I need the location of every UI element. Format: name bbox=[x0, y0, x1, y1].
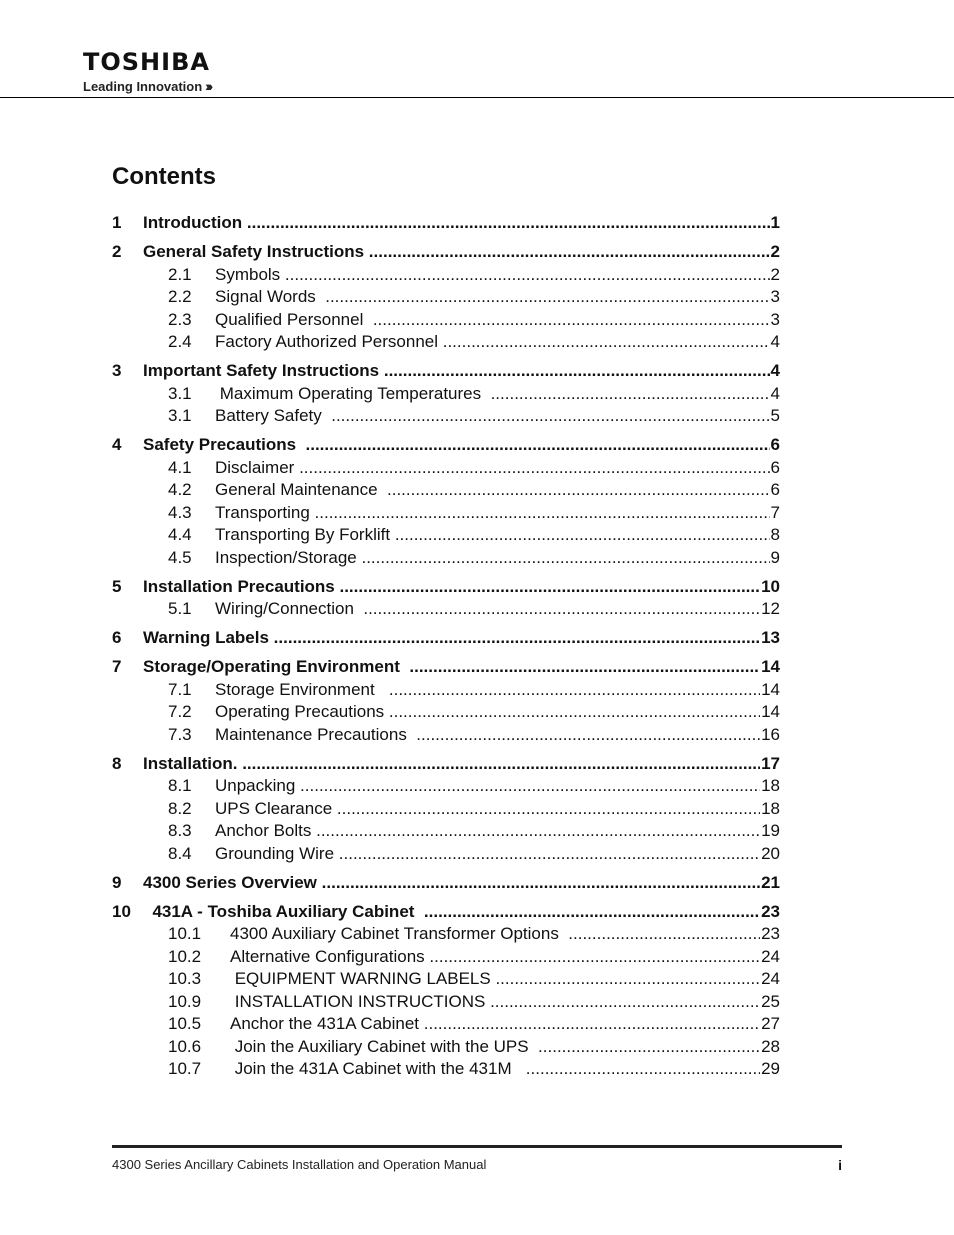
toc-page-number: 2 bbox=[770, 241, 780, 264]
toc-leader bbox=[215, 679, 780, 702]
toc-leader bbox=[215, 843, 780, 866]
toc-subsection[interactable] bbox=[112, 264, 780, 287]
toc-subsection[interactable] bbox=[112, 820, 780, 843]
toc-number: 8.2 bbox=[168, 798, 192, 818]
toc-page-number: 6 bbox=[770, 434, 780, 457]
toc-number: 4.4 bbox=[168, 525, 192, 544]
toc-leader bbox=[215, 798, 780, 821]
toc-subsection[interactable] bbox=[112, 843, 780, 866]
toc-subsection[interactable] bbox=[112, 405, 780, 428]
toc-title: Transporting bbox=[215, 502, 310, 522]
toc-page-number: 20 bbox=[760, 843, 780, 866]
toc-number: 3.1 bbox=[168, 406, 192, 425]
toc-title: Battery Safety bbox=[215, 406, 327, 425]
toc-number: 10 bbox=[112, 901, 131, 921]
toc-title: Warning Labels bbox=[143, 628, 269, 647]
toc-leader bbox=[215, 383, 780, 406]
toc-subsection[interactable] bbox=[112, 1013, 780, 1036]
toc-leader bbox=[215, 331, 780, 354]
toc-page-number: 7 bbox=[770, 502, 780, 525]
toc-title: Wiring/Connection bbox=[215, 599, 359, 618]
toc-number: 8.1 bbox=[168, 776, 192, 795]
toc-number: 6 bbox=[112, 628, 122, 647]
toc-number: 3.1 bbox=[168, 383, 192, 403]
toc-title: Inspection/Storage bbox=[215, 547, 357, 567]
toc-subsection[interactable] bbox=[112, 524, 780, 547]
toc-subsection[interactable] bbox=[112, 598, 780, 621]
toc-number: 4.3 bbox=[168, 502, 192, 522]
toc-title: Maximum Operating Temperatures bbox=[215, 383, 486, 403]
toc-title: Important Safety Instructions bbox=[143, 361, 380, 380]
toc-subsection[interactable] bbox=[112, 309, 780, 332]
toc-leader bbox=[230, 968, 780, 991]
toc-title: Safety Precautions bbox=[143, 435, 301, 454]
toc-leader bbox=[143, 576, 780, 599]
toc-page-number: 24 bbox=[760, 946, 780, 969]
toc-leader bbox=[215, 457, 780, 480]
toc-title: INSTALLATION INSTRUCTIONS bbox=[230, 991, 486, 1011]
header-divider bbox=[0, 97, 954, 98]
toc-page-number: 5 bbox=[770, 405, 780, 428]
toc-title: Storage Environment bbox=[215, 679, 385, 699]
toc-page-number: 24 bbox=[760, 968, 780, 991]
toc-leader bbox=[143, 901, 780, 924]
toc-number: 9 bbox=[112, 872, 122, 892]
toc-subsection[interactable] bbox=[112, 968, 780, 991]
toc-leader bbox=[215, 724, 780, 747]
toc-section[interactable] bbox=[112, 576, 780, 599]
toc-leader bbox=[230, 1058, 780, 1081]
toc-title: 431A - Toshiba Auxiliary Cabinet bbox=[143, 901, 420, 921]
toc-section[interactable] bbox=[112, 627, 780, 650]
toc-title: Qualified Personnel bbox=[215, 309, 369, 329]
toc-number: 8 bbox=[112, 753, 122, 773]
tagline-text: Leading Innovation bbox=[83, 79, 203, 94]
toc-title: Storage/Operating Environment bbox=[143, 657, 405, 676]
toc-page-number: 25 bbox=[760, 991, 780, 1014]
toc-section[interactable] bbox=[112, 901, 780, 924]
toc-page-number: 1 bbox=[770, 212, 780, 235]
toc-leader bbox=[215, 820, 780, 843]
toc-subsection[interactable] bbox=[112, 724, 780, 747]
toc-leader bbox=[143, 241, 780, 264]
toc-page-number: 4 bbox=[770, 331, 780, 354]
toc-leader bbox=[215, 701, 780, 724]
toc-number: 8.3 bbox=[168, 821, 192, 840]
toc-leader bbox=[143, 434, 780, 457]
toc-leader bbox=[230, 1013, 780, 1036]
footer-page-number: i bbox=[838, 1157, 842, 1173]
footer-manual-title: 4300 Series Ancillary Cabinets Installation and Operation Manual bbox=[112, 1157, 487, 1172]
toc-leader bbox=[215, 264, 780, 287]
toc-leader bbox=[215, 502, 780, 525]
toc-title: 4300 Auxiliary Cabinet Transformer Options bbox=[230, 924, 564, 943]
toc-number: 2.4 bbox=[168, 332, 192, 351]
toc-leader bbox=[143, 360, 780, 383]
toc-subsection[interactable] bbox=[112, 798, 780, 821]
toc-title: UPS Clearance bbox=[215, 798, 333, 818]
toc-subsection[interactable] bbox=[112, 286, 780, 309]
table-of-contents bbox=[112, 212, 780, 1081]
toc-title: Anchor the 431A Cabinet bbox=[230, 1014, 420, 1033]
toc-number: 1 bbox=[112, 213, 122, 232]
toc-number: 7.1 bbox=[168, 679, 192, 699]
toc-number: 10.5 bbox=[168, 1014, 202, 1033]
toc-page-number: 2 bbox=[770, 264, 780, 287]
toc-leader bbox=[143, 753, 780, 776]
toc-number: 4.5 bbox=[168, 547, 192, 567]
toc-page-number: 13 bbox=[760, 627, 780, 650]
toc-page-number: 19 bbox=[760, 820, 780, 843]
toc-subsection[interactable] bbox=[112, 502, 780, 525]
toc-title: Operating Precautions bbox=[215, 702, 385, 721]
toc-section[interactable] bbox=[112, 872, 780, 895]
toc-page-number: 4 bbox=[770, 383, 780, 406]
toc-leader bbox=[215, 775, 780, 798]
toc-number: 4 bbox=[112, 435, 122, 454]
toc-leader bbox=[143, 212, 780, 235]
toc-leader bbox=[215, 309, 780, 332]
toc-title: Transporting By Forklift bbox=[215, 525, 391, 544]
toc-subsection[interactable] bbox=[112, 775, 780, 798]
toc-number: 3 bbox=[112, 361, 122, 380]
toc-title: General Maintenance bbox=[215, 480, 383, 499]
toshiba-logo: TOSHIBA bbox=[83, 48, 210, 76]
toc-number: 7.3 bbox=[168, 724, 192, 744]
toc-title: Disclaimer bbox=[215, 457, 295, 477]
toc-page-number: 14 bbox=[760, 656, 780, 679]
toc-section[interactable] bbox=[112, 212, 780, 235]
toc-title: Symbols bbox=[215, 264, 281, 284]
toc-subsection[interactable] bbox=[112, 1036, 780, 1059]
toc-number: 10.2 bbox=[168, 946, 202, 966]
toc-subsection[interactable] bbox=[112, 457, 780, 480]
toc-number: 4.2 bbox=[168, 480, 192, 499]
toc-number: 2.2 bbox=[168, 287, 192, 306]
toc-leader bbox=[215, 479, 780, 502]
toc-page-number: 18 bbox=[760, 798, 780, 821]
toc-leader bbox=[143, 872, 780, 895]
toc-page-number: 18 bbox=[760, 775, 780, 798]
toc-number: 10.6 bbox=[168, 1036, 202, 1056]
toc-leader bbox=[143, 627, 780, 650]
toc-section[interactable] bbox=[112, 434, 780, 457]
toc-page-number: 3 bbox=[770, 309, 780, 332]
toc-number: 7.2 bbox=[168, 702, 192, 721]
toc-page-number: 14 bbox=[760, 701, 780, 724]
toc-number: 10.1 bbox=[168, 924, 202, 943]
toc-number: 10.9 bbox=[168, 991, 202, 1011]
toc-page-number: 8 bbox=[770, 524, 780, 547]
toc-page-number: 6 bbox=[770, 479, 780, 502]
toc-title: Introduction bbox=[143, 213, 243, 232]
toc-page-number: 14 bbox=[760, 679, 780, 702]
toc-subsection[interactable] bbox=[112, 923, 780, 946]
toc-subsection[interactable] bbox=[112, 701, 780, 724]
toc-title: Installation Precautions bbox=[143, 576, 335, 596]
toc-leader bbox=[230, 1036, 780, 1059]
toc-number: 8.4 bbox=[168, 843, 192, 863]
toc-subsection[interactable] bbox=[112, 679, 780, 702]
toc-subsection[interactable] bbox=[112, 331, 780, 354]
toc-page-number: 28 bbox=[760, 1036, 780, 1059]
toc-section[interactable] bbox=[112, 360, 780, 383]
toc-title: Join the 431A Cabinet with the 431M bbox=[230, 1059, 522, 1078]
toc-section[interactable] bbox=[112, 241, 780, 264]
toc-subsection[interactable] bbox=[112, 383, 780, 406]
toc-number: 7 bbox=[112, 657, 122, 676]
toc-leader bbox=[230, 946, 780, 969]
toc-number: 2.1 bbox=[168, 264, 192, 284]
toc-subsection[interactable] bbox=[112, 991, 780, 1014]
toc-number: 2 bbox=[112, 242, 122, 261]
toc-leader bbox=[215, 598, 780, 621]
toc-leader bbox=[230, 923, 780, 946]
toc-title: Anchor Bolts bbox=[215, 821, 312, 840]
toc-page-number: 10 bbox=[760, 576, 780, 599]
toc-leader bbox=[215, 405, 780, 428]
toc-page-number: 6 bbox=[770, 457, 780, 480]
toc-section[interactable] bbox=[112, 753, 780, 776]
toc-leader bbox=[215, 286, 780, 309]
toc-page-number: 29 bbox=[760, 1058, 780, 1081]
toc-title: Maintenance Precautions bbox=[215, 724, 412, 744]
toc-number: 4.1 bbox=[168, 457, 192, 477]
toc-subsection[interactable] bbox=[112, 1058, 780, 1081]
toc-page-number: 3 bbox=[770, 286, 780, 309]
chevrons-icon: ››› bbox=[205, 78, 211, 94]
toc-section[interactable] bbox=[112, 656, 780, 679]
toc-page-number: 23 bbox=[760, 923, 780, 946]
toc-title: EQUIPMENT WARNING LABELS bbox=[230, 969, 491, 988]
page-title: Contents bbox=[112, 163, 216, 190]
toc-number: 2.3 bbox=[168, 309, 192, 329]
toc-title: Unpacking bbox=[215, 776, 296, 795]
toc-title: Signal Words bbox=[215, 287, 321, 306]
toc-leader bbox=[215, 524, 780, 547]
toc-title: Grounding Wire bbox=[215, 843, 335, 863]
toc-title: Alternative Configurations bbox=[230, 946, 425, 966]
toc-title: Factory Authorized Personnel bbox=[215, 332, 439, 351]
toc-number: 10.7 bbox=[168, 1059, 202, 1078]
logo-tagline bbox=[83, 78, 210, 95]
toc-subsection[interactable] bbox=[112, 479, 780, 502]
toc-page-number: 17 bbox=[760, 753, 780, 776]
toc-subsection[interactable] bbox=[112, 946, 780, 969]
toc-title: 4300 Series Overview bbox=[143, 872, 317, 892]
toc-number: 5 bbox=[112, 576, 122, 596]
toc-page-number: 16 bbox=[760, 724, 780, 747]
toc-title: General Safety Instructions bbox=[143, 242, 365, 261]
toc-subsection[interactable] bbox=[112, 547, 780, 570]
toc-page-number: 12 bbox=[760, 598, 780, 621]
toc-title: Join the Auxiliary Cabinet with the UPS bbox=[230, 1036, 534, 1056]
toc-page-number: 4 bbox=[770, 360, 780, 383]
toc-page-number: 27 bbox=[760, 1013, 780, 1036]
toc-leader bbox=[143, 656, 780, 679]
toc-leader bbox=[215, 547, 780, 570]
toc-number: 10.3 bbox=[168, 969, 202, 988]
toc-page-number: 9 bbox=[770, 547, 780, 570]
toc-number: 5.1 bbox=[168, 599, 192, 618]
footer-divider bbox=[112, 1145, 842, 1148]
toc-page-number: 23 bbox=[760, 901, 780, 924]
toc-page-number: 21 bbox=[760, 872, 780, 895]
toc-leader bbox=[230, 991, 780, 1014]
toc-title: Installation. bbox=[143, 753, 238, 773]
